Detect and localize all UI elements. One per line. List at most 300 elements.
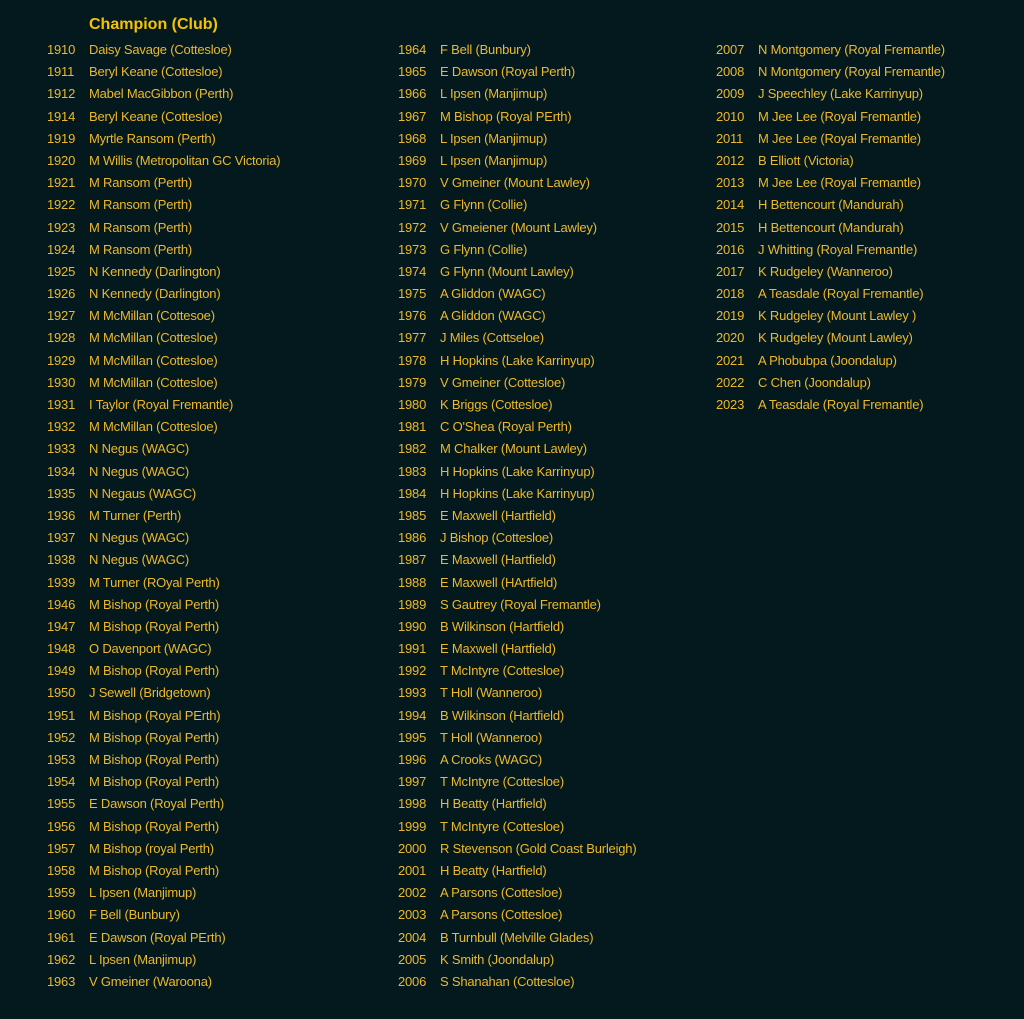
champion-name-club: N Kennedy (Darlington) bbox=[89, 263, 221, 279]
champion-name-club: V Gmeiener (Mount Lawley) bbox=[440, 219, 597, 235]
champion-year: 1973 bbox=[398, 241, 427, 257]
champion-name-club: M McMillan (Cottesloe) bbox=[89, 374, 218, 390]
champion-year: 1929 bbox=[47, 352, 76, 368]
list-item bbox=[47, 106, 280, 128]
champion-year: 1931 bbox=[47, 397, 76, 412]
champion-name-club: K Smith (Joondalup) bbox=[440, 951, 554, 967]
list-item bbox=[398, 483, 636, 505]
champion-year: 1965 bbox=[398, 64, 427, 80]
champion-year: 1970 bbox=[398, 175, 427, 191]
champion-year: 1977 bbox=[398, 330, 427, 346]
list-item bbox=[47, 217, 280, 239]
champion-name-club: N Negus (WAGC) bbox=[89, 463, 190, 479]
list-item bbox=[716, 394, 945, 416]
list-item bbox=[47, 660, 280, 682]
list-item bbox=[716, 83, 945, 105]
champion-name-club: M Ransom (Perth) bbox=[89, 175, 192, 191]
champion-name-club: G Flynn (Collie) bbox=[440, 241, 528, 257]
list-item bbox=[398, 416, 636, 438]
champion-name-club: A Teasdale (Royal Fremantle) bbox=[758, 397, 924, 412]
champion-name-club: B Turnbull (Melville Glades) bbox=[440, 929, 594, 945]
champion-year: 1912 bbox=[47, 86, 76, 102]
champion-year: 2020 bbox=[716, 330, 745, 346]
champion-year: 1922 bbox=[47, 197, 76, 213]
champion-year: 1971 bbox=[398, 197, 427, 213]
champion-name-club: T McIntyre (Cottesloe) bbox=[440, 774, 564, 790]
list-item bbox=[398, 461, 636, 483]
list-item bbox=[398, 61, 636, 83]
list-item bbox=[398, 616, 636, 638]
champion-year: 1947 bbox=[47, 618, 76, 634]
champion-name-club: M Bishop (Royal Perth) bbox=[89, 663, 219, 679]
champion-year: 2019 bbox=[716, 308, 745, 324]
champion-year: 1925 bbox=[47, 263, 76, 279]
list-item bbox=[398, 971, 636, 993]
champion-year: 1928 bbox=[47, 330, 76, 346]
list-item bbox=[398, 106, 636, 128]
champion-year: 1991 bbox=[398, 641, 427, 657]
champion-year: 1924 bbox=[47, 241, 76, 257]
champion-name-club: Beryl Keane (Cottesloe) bbox=[89, 108, 223, 124]
list-item bbox=[398, 39, 636, 61]
champion-name-club: A Gliddon (WAGC) bbox=[440, 308, 546, 324]
list-item bbox=[398, 505, 636, 527]
champion-year: 2006 bbox=[398, 973, 427, 989]
list-item bbox=[47, 83, 280, 105]
champion-name-club: M McMillan (Cottesloe) bbox=[89, 352, 218, 368]
champion-year: 1960 bbox=[47, 907, 76, 923]
champion-name-club: M Bishop (Royal Perth) bbox=[89, 596, 219, 612]
list-item bbox=[716, 372, 945, 394]
champion-name-club: H Bettencourt (Mandurah) bbox=[758, 219, 904, 235]
champions-column-2 bbox=[398, 39, 636, 993]
champion-year: 1957 bbox=[47, 840, 76, 856]
champion-year: 2016 bbox=[716, 241, 745, 257]
champion-year: 1955 bbox=[47, 796, 76, 812]
champion-year: 1993 bbox=[398, 685, 427, 701]
champion-year: 1933 bbox=[47, 441, 76, 457]
list-item bbox=[398, 749, 636, 771]
list-item bbox=[716, 39, 945, 61]
champion-name-club: H Beatty (Hartfield) bbox=[440, 862, 547, 878]
champion-name-club: B Wilkinson (Hartfield) bbox=[440, 707, 564, 723]
champion-year: 1938 bbox=[47, 552, 76, 568]
champion-name-club: K Briggs (Cottesloe) bbox=[440, 397, 553, 412]
champion-name-club: J Miles (Cottseloe) bbox=[440, 330, 544, 346]
list-item bbox=[398, 638, 636, 660]
champion-name-club: V Gmeiner (Mount Lawley) bbox=[440, 175, 590, 191]
champion-name-club: E Maxwell (HArtfield) bbox=[440, 574, 558, 590]
list-item bbox=[398, 682, 636, 704]
champion-year: 1982 bbox=[398, 441, 427, 457]
champion-year: 1927 bbox=[47, 308, 76, 324]
champion-year: 1990 bbox=[398, 618, 427, 634]
champion-name-club: M Bishop (Royal PErth) bbox=[89, 707, 221, 723]
champion-name-club: M Jee Lee (Royal Fremantle) bbox=[758, 108, 921, 124]
champion-year: 1958 bbox=[47, 862, 76, 878]
list-item bbox=[398, 438, 636, 460]
list-item bbox=[716, 194, 945, 216]
list-item bbox=[398, 394, 636, 416]
list-item bbox=[716, 172, 945, 194]
champion-year: 1952 bbox=[47, 729, 76, 745]
champion-year: 2012 bbox=[716, 152, 745, 168]
champion-name-club: Beryl Keane (Cottesloe) bbox=[89, 64, 223, 80]
champion-name-club: N Montgomery (Royal Fremantle) bbox=[758, 42, 945, 57]
champion-year: 2005 bbox=[398, 951, 427, 967]
champions-heading: Champion (Club) bbox=[89, 16, 218, 33]
champion-name-club: J Speechley (Lake Karrinyup) bbox=[758, 86, 923, 102]
champion-year: 1932 bbox=[47, 419, 76, 435]
champion-year: 1946 bbox=[47, 596, 76, 612]
champion-name-club: M Bishop (Royal Perth) bbox=[89, 729, 219, 745]
champion-name-club: A Parsons (Cottesloe) bbox=[440, 885, 563, 901]
list-item bbox=[47, 927, 280, 949]
list-item bbox=[47, 572, 280, 594]
champion-year: 1989 bbox=[398, 596, 427, 612]
champion-year: 1981 bbox=[398, 419, 427, 435]
list-item bbox=[716, 350, 945, 372]
champion-year: 2018 bbox=[716, 286, 745, 302]
champion-name-club: I Taylor (Royal Fremantle) bbox=[89, 397, 234, 412]
champion-name-club: A Gliddon (WAGC) bbox=[440, 286, 546, 302]
champion-name-club: M Bishop (Royal Perth) bbox=[89, 618, 219, 634]
champion-name-club: M Ransom (Perth) bbox=[89, 197, 192, 213]
champion-year: 2001 bbox=[398, 862, 427, 878]
list-item bbox=[398, 527, 636, 549]
champion-name-club: M Bishop (Royal Perth) bbox=[89, 818, 219, 834]
list-item bbox=[716, 305, 945, 327]
list-item bbox=[398, 904, 636, 926]
list-item bbox=[47, 527, 280, 549]
champions-column-1 bbox=[47, 39, 280, 993]
list-item bbox=[716, 150, 945, 172]
champion-year: 2015 bbox=[716, 219, 745, 235]
list-item bbox=[47, 194, 280, 216]
champion-name-club: M Ransom (Perth) bbox=[89, 219, 192, 235]
list-item bbox=[47, 261, 280, 283]
champion-year: 1978 bbox=[398, 352, 427, 368]
list-item bbox=[47, 816, 280, 838]
list-item bbox=[47, 882, 280, 904]
champion-year: 1986 bbox=[398, 530, 427, 546]
champion-name-club: B Elliott (Victoria) bbox=[758, 152, 854, 168]
list-item bbox=[47, 860, 280, 882]
champion-name-club: M Turner (Perth) bbox=[89, 507, 182, 523]
champion-name-club: N Negus (WAGC) bbox=[89, 530, 190, 546]
list-item bbox=[398, 372, 636, 394]
champion-name-club: Mabel MacGibbon (Perth) bbox=[89, 86, 234, 102]
champion-name-club: J Whitting (Royal Fremantle) bbox=[758, 241, 918, 257]
champion-name-club: L Ipsen (Manjimup) bbox=[89, 951, 197, 967]
champion-year: 1910 bbox=[47, 42, 76, 57]
champion-name-club: A Teasdale (Royal Fremantle) bbox=[758, 286, 924, 302]
champion-year: 1939 bbox=[47, 574, 76, 590]
champion-year: 2009 bbox=[716, 86, 745, 102]
champion-year: 2003 bbox=[398, 907, 427, 923]
list-item bbox=[716, 327, 945, 349]
list-item bbox=[398, 816, 636, 838]
list-item bbox=[47, 705, 280, 727]
list-item bbox=[716, 128, 945, 150]
champion-name-club: N Negus (WAGC) bbox=[89, 552, 190, 568]
champion-name-club: M Bishop (Royal PErth) bbox=[440, 108, 572, 124]
champion-name-club: Myrtle Ransom (Perth) bbox=[89, 130, 216, 146]
list-item bbox=[398, 350, 636, 372]
champion-year: 1949 bbox=[47, 663, 76, 679]
champion-year: 1979 bbox=[398, 374, 427, 390]
champion-year: 2021 bbox=[716, 352, 745, 368]
list-item bbox=[716, 239, 945, 261]
champion-name-club: M Willis (Metropolitan GC Victoria) bbox=[89, 152, 281, 168]
list-item bbox=[47, 971, 280, 993]
champion-year: 2000 bbox=[398, 840, 427, 856]
champion-name-club: N Kennedy (Darlington) bbox=[89, 286, 221, 302]
list-item bbox=[398, 327, 636, 349]
list-item bbox=[398, 793, 636, 815]
list-item bbox=[398, 128, 636, 150]
champion-name-club: N Montgomery (Royal Fremantle) bbox=[758, 64, 945, 80]
champion-name-club: E Maxwell (Hartfield) bbox=[440, 507, 556, 523]
list-item bbox=[716, 61, 945, 83]
champion-name-club: A Phobubpa (Joondalup) bbox=[758, 352, 897, 368]
champion-name-club: V Gmeiner (Waroona) bbox=[89, 973, 212, 989]
champion-name-club: L Ipsen (Manjimup) bbox=[440, 152, 548, 168]
champion-year: 1975 bbox=[398, 286, 427, 302]
champion-name-club: E Maxwell (Hartfield) bbox=[440, 641, 556, 657]
champion-year: 1920 bbox=[47, 152, 76, 168]
list-item bbox=[398, 705, 636, 727]
list-item bbox=[47, 904, 280, 926]
champion-name-club: E Dawson (Royal PErth) bbox=[89, 929, 226, 945]
champion-name-club: J Sewell (Bridgetown) bbox=[89, 685, 211, 701]
list-item bbox=[398, 83, 636, 105]
champion-name-club: B Wilkinson (Hartfield) bbox=[440, 618, 564, 634]
list-item bbox=[47, 749, 280, 771]
list-item bbox=[47, 638, 280, 660]
champion-name-club: C Chen (Joondalup) bbox=[758, 374, 871, 390]
champion-name-club: M Bishop (Royal Perth) bbox=[89, 774, 219, 790]
champion-year: 1959 bbox=[47, 885, 76, 901]
champion-year: 2007 bbox=[716, 42, 745, 57]
champion-name-club: H Hopkins (Lake Karrinyup) bbox=[440, 485, 595, 501]
champion-year: 1935 bbox=[47, 485, 76, 501]
champion-name-club: E Dawson (Royal Perth) bbox=[89, 796, 225, 812]
champion-year: 2008 bbox=[716, 64, 745, 80]
champion-name-club: M Chalker (Mount Lawley) bbox=[440, 441, 587, 457]
champion-year: 1936 bbox=[47, 507, 76, 523]
champion-year: 1967 bbox=[398, 108, 427, 124]
champion-year: 1950 bbox=[47, 685, 76, 701]
champion-year: 2022 bbox=[716, 374, 745, 390]
champion-name-club: F Bell (Bunbury) bbox=[440, 42, 531, 57]
champion-name-club: M McMillan (Cottesoe) bbox=[89, 308, 215, 324]
list-item bbox=[47, 793, 280, 815]
champion-name-club: L Ipsen (Manjimup) bbox=[440, 86, 548, 102]
champion-name-club: M Bishop (Royal Perth) bbox=[89, 862, 219, 878]
champion-name-club: F Bell (Bunbury) bbox=[89, 907, 180, 923]
list-item bbox=[47, 461, 280, 483]
list-item bbox=[47, 549, 280, 571]
champion-name-club: M McMillan (Cottesloe) bbox=[89, 330, 218, 346]
champion-year: 1969 bbox=[398, 152, 427, 168]
champion-year: 1930 bbox=[47, 374, 76, 390]
champion-year: 1934 bbox=[47, 463, 76, 479]
champion-year: 1997 bbox=[398, 774, 427, 790]
list-item bbox=[398, 927, 636, 949]
champion-year: 1951 bbox=[47, 707, 76, 723]
champion-year: 1988 bbox=[398, 574, 427, 590]
list-item bbox=[398, 150, 636, 172]
champion-year: 1976 bbox=[398, 308, 427, 324]
list-item bbox=[716, 106, 945, 128]
champion-year: 2010 bbox=[716, 108, 745, 124]
champion-year: 1972 bbox=[398, 219, 427, 235]
champion-name-club: R Stevenson (Gold Coast Burleigh) bbox=[440, 840, 637, 856]
champion-year: 1998 bbox=[398, 796, 427, 812]
list-item bbox=[398, 594, 636, 616]
list-item bbox=[398, 838, 636, 860]
champion-name-club: M Bishop (royal Perth) bbox=[89, 840, 214, 856]
champion-year: 1963 bbox=[47, 973, 76, 989]
list-item bbox=[716, 217, 945, 239]
list-item bbox=[398, 572, 636, 594]
list-item bbox=[398, 172, 636, 194]
champion-year: 1964 bbox=[398, 42, 427, 57]
list-item bbox=[398, 727, 636, 749]
list-item bbox=[47, 394, 280, 416]
list-item bbox=[47, 594, 280, 616]
list-item bbox=[47, 771, 280, 793]
champion-name-club: A Crooks (WAGC) bbox=[440, 752, 542, 767]
champion-year: 1954 bbox=[47, 774, 76, 790]
champion-name-club: H Hopkins (Lake Karrinyup) bbox=[440, 463, 595, 479]
champion-name-club: H Hopkins (Lake Karrinyup) bbox=[440, 352, 595, 368]
list-item bbox=[47, 305, 280, 327]
champion-year: 1961 bbox=[47, 929, 76, 945]
champion-year: 2014 bbox=[716, 197, 745, 213]
list-item bbox=[47, 39, 280, 61]
champion-year: 2017 bbox=[716, 263, 745, 279]
champion-year: 1984 bbox=[398, 485, 427, 501]
champion-year: 2011 bbox=[716, 130, 744, 146]
list-item bbox=[47, 416, 280, 438]
list-item bbox=[47, 128, 280, 150]
champion-name-club: H Beatty (Hartfield) bbox=[440, 796, 547, 812]
champion-name-club: T Holl (Wanneroo) bbox=[440, 729, 543, 745]
champion-name-club: V Gmeiner (Cottesloe) bbox=[440, 374, 566, 390]
champion-name-club: M Jee Lee (Royal Fremantle) bbox=[758, 130, 921, 146]
list-item bbox=[47, 682, 280, 704]
list-item bbox=[398, 949, 636, 971]
champion-year: 1953 bbox=[47, 752, 76, 767]
list-item bbox=[398, 771, 636, 793]
list-item bbox=[398, 305, 636, 327]
champion-name-club: G Flynn (Mount Lawley) bbox=[440, 263, 574, 279]
champion-name-club: M Ransom (Perth) bbox=[89, 241, 192, 257]
list-item bbox=[398, 217, 636, 239]
champion-name-club: K Rudgeley (Mount Lawley) bbox=[758, 330, 913, 346]
champion-name-club: N Negaus (WAGC) bbox=[89, 485, 197, 501]
champion-year: 1948 bbox=[47, 641, 76, 657]
list-item bbox=[47, 172, 280, 194]
champion-name-club: N Negus (WAGC) bbox=[89, 441, 190, 457]
champion-name-club: G Flynn (Collie) bbox=[440, 197, 528, 213]
champion-name-club: L Ipsen (Manjimup) bbox=[89, 885, 197, 901]
champion-year: 1996 bbox=[398, 752, 427, 767]
champion-name-club: T McIntyre (Cottesloe) bbox=[440, 818, 564, 834]
champion-name-club: K Rudgeley (Wanneroo) bbox=[758, 263, 893, 279]
champion-year: 1937 bbox=[47, 530, 76, 546]
champion-year: 1919 bbox=[47, 130, 76, 146]
champion-year: 2023 bbox=[716, 397, 745, 412]
list-item bbox=[398, 860, 636, 882]
list-item bbox=[47, 838, 280, 860]
champion-year: 1992 bbox=[398, 663, 427, 679]
list-item bbox=[47, 949, 280, 971]
champion-name-club: Daisy Savage (Cottesloe) bbox=[89, 42, 232, 57]
champion-year: 1914 bbox=[47, 108, 76, 124]
champion-name-club: L Ipsen (Manjimup) bbox=[440, 130, 548, 146]
champion-year: 1921 bbox=[47, 175, 76, 191]
list-item bbox=[47, 327, 280, 349]
champion-name-club: M Bishop (Royal Perth) bbox=[89, 752, 219, 767]
champion-year: 1968 bbox=[398, 130, 427, 146]
champion-name-club: C O'Shea (Royal Perth) bbox=[440, 419, 572, 435]
champion-year: 1995 bbox=[398, 729, 427, 745]
champion-year: 1962 bbox=[47, 951, 76, 967]
champion-year: 1999 bbox=[398, 818, 427, 834]
champion-name-club: T Holl (Wanneroo) bbox=[440, 685, 543, 701]
champion-name-club: A Parsons (Cottesloe) bbox=[440, 907, 563, 923]
champion-name-club: K Rudgeley (Mount Lawley ) bbox=[758, 308, 917, 324]
champion-name-club: S Shanahan (Cottesloe) bbox=[440, 973, 575, 989]
champion-year: 1974 bbox=[398, 263, 427, 279]
list-item bbox=[47, 150, 280, 172]
champion-name-club: H Bettencourt (Mandurah) bbox=[758, 197, 904, 213]
champion-year: 2002 bbox=[398, 885, 427, 901]
list-item bbox=[716, 261, 945, 283]
list-item bbox=[47, 505, 280, 527]
list-item bbox=[47, 616, 280, 638]
list-item bbox=[47, 727, 280, 749]
champion-year: 1966 bbox=[398, 86, 427, 102]
champion-name-club: E Maxwell (Hartfield) bbox=[440, 552, 556, 568]
list-item bbox=[398, 239, 636, 261]
list-item bbox=[47, 483, 280, 505]
champion-year: 2004 bbox=[398, 929, 427, 945]
champion-name-club: S Gautrey (Royal Fremantle) bbox=[440, 596, 601, 612]
champion-name-club: O Davenport (WAGC) bbox=[89, 641, 212, 657]
champion-year: 1985 bbox=[398, 507, 427, 523]
list-item bbox=[47, 350, 280, 372]
list-item bbox=[47, 438, 280, 460]
champion-year: 1987 bbox=[398, 552, 427, 568]
champion-name-club: T McIntyre (Cottesloe) bbox=[440, 663, 564, 679]
champion-year: 2013 bbox=[716, 175, 745, 191]
list-item bbox=[398, 660, 636, 682]
champion-year: 1983 bbox=[398, 463, 427, 479]
champion-year: 1926 bbox=[47, 286, 76, 302]
list-item bbox=[47, 239, 280, 261]
list-item bbox=[398, 549, 636, 571]
champion-name-club: M McMillan (Cottesloe) bbox=[89, 419, 218, 435]
list-item bbox=[398, 882, 636, 904]
champion-year: 1994 bbox=[398, 707, 427, 723]
list-item bbox=[398, 194, 636, 216]
list-item bbox=[716, 283, 945, 305]
champions-column-3 bbox=[716, 39, 945, 416]
